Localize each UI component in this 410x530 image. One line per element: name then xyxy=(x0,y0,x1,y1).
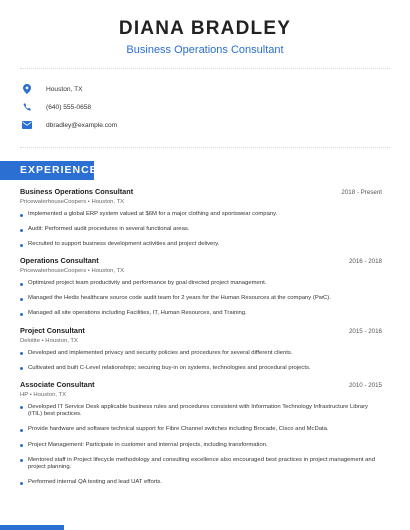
job-entry xyxy=(20,256,382,318)
job-bullets xyxy=(20,404,382,487)
job-title: Associate Consultant xyxy=(20,379,95,389)
job-bullets xyxy=(20,280,382,318)
phone-icon xyxy=(20,100,34,114)
job-company: Deloitte • Houston, TX xyxy=(20,337,78,344)
resume-header xyxy=(0,0,410,57)
job-dates: 2010 - 2015 xyxy=(348,381,382,389)
job-company: HP • Houston, TX xyxy=(20,391,67,398)
job-bullet: Implemented a global ERP system valued at $6M for a major clothing and sportswear company. xyxy=(20,211,382,219)
email-icon xyxy=(20,118,34,132)
job-entry xyxy=(20,380,382,487)
job-bullet: Mentored staff in Project lifecycle methodology and consulting excellence also encouraged best practices in project management and project planning. xyxy=(20,457,382,472)
contact-divider xyxy=(20,147,390,148)
job-bullet: Audit: Performed audit procedures in several functional areas. xyxy=(20,226,382,234)
job-company: PricewaterhouseCoopers • Houston, TX xyxy=(20,199,125,205)
job-bullet: Recruited to support business development activities and project delivery. xyxy=(20,241,382,249)
job-bullets xyxy=(20,211,382,249)
job-entry xyxy=(20,326,382,373)
candidate-name: DIANA BRADLEY xyxy=(118,18,292,39)
job-dates: 2018 - Present xyxy=(341,189,382,196)
job-title: Project Consultant xyxy=(20,325,85,335)
header-divider xyxy=(20,68,390,69)
email-text: dbradley@example.com xyxy=(46,121,118,129)
phone-text: (640) 555-0658 xyxy=(46,103,92,111)
location-text: Houston, TX xyxy=(46,85,83,93)
job-bullet: Managed the Hedis healthcare source code audit team for 2 years for the Human Resources at the company (PwC). xyxy=(20,295,382,303)
job-bullet: Project Management: Participate in customer and internal projects, including transformation. xyxy=(20,442,382,450)
contact-phone xyxy=(20,98,117,116)
contact-list xyxy=(20,80,117,134)
footer-accent-bar xyxy=(0,525,64,530)
experience-heading: EXPERIENCE xyxy=(0,161,94,180)
job-bullet: Cultivated and built C-Level relationships; securing buy-in on systems, technologies and procedural projects. xyxy=(20,365,382,373)
job-bullet: Managed all site operations including Facilities, IT, Human Resources, and Training. xyxy=(20,310,382,318)
job-bullet: Provide hardware and software technical support for Fibre Channel switches including Brocade, Cisco and McData. xyxy=(20,426,382,434)
job-title: Operations Consultant xyxy=(20,256,99,266)
job-dates: 2015 - 2016 xyxy=(348,327,382,335)
contact-location xyxy=(20,80,117,98)
job-bullets xyxy=(20,350,382,373)
contact-email xyxy=(20,116,117,134)
job-bullet: Developed and implemented privacy and security policies and procedures for several different clients. xyxy=(20,350,382,358)
location-pin-icon xyxy=(20,82,34,96)
job-entry xyxy=(20,187,382,249)
job-bullet: Optimized project team productivity and performance by goal directed project management. xyxy=(20,280,382,288)
job-company: PricewaterhouseCoopers • Houston, TX xyxy=(20,268,125,275)
candidate-title: Business Operations Consultant xyxy=(126,44,284,56)
job-dates: 2016 - 2018 xyxy=(348,258,382,266)
job-bullet: Performed internal QA testing and lead UAT efforts. xyxy=(20,479,382,487)
job-bullet: Developed IT Service Desk applicable business rules and procedures consistent with Information Technology Infrastructure Library (ITIL) best practices. xyxy=(20,404,382,419)
job-title: Business Operations Consultant xyxy=(20,187,134,196)
experience-list xyxy=(20,187,382,494)
